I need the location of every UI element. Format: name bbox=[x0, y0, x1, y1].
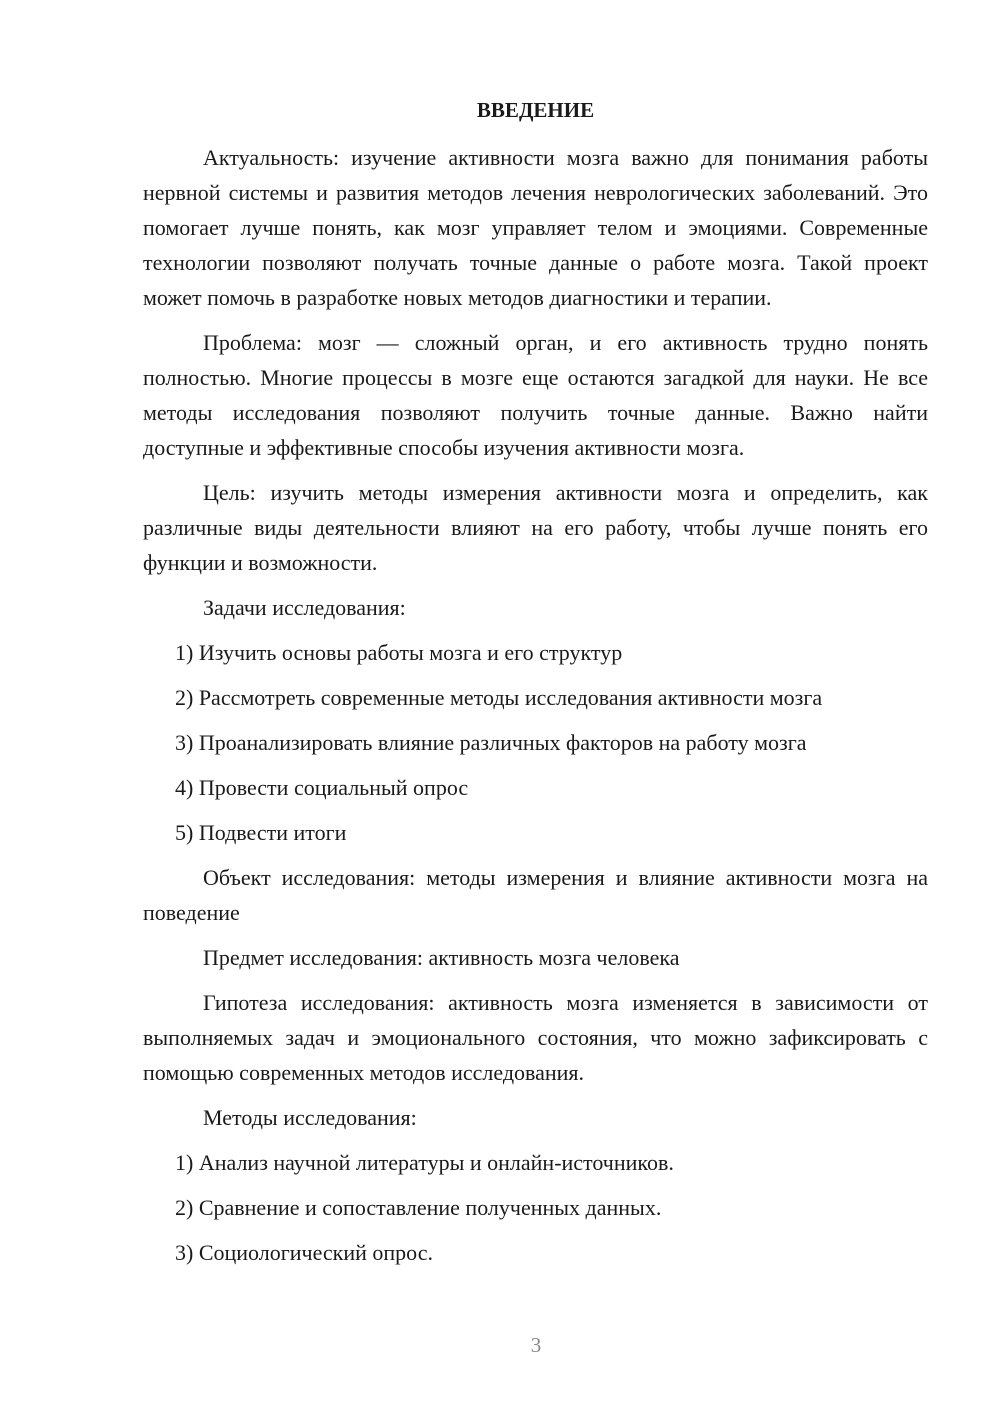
page-number: 3 bbox=[530, 1333, 542, 1357]
method-item: 3) Социологический опрос. bbox=[175, 1240, 433, 1265]
hypothesis-paragraph: Гипотеза исследования: активность мозга изменяется в зависимости от выполняемых задач и эмоционального состояния, что можно зафиксировать с помощью современных методов исследования. bbox=[143, 990, 928, 1085]
goal-paragraph: Цель: изучить методы измерения активности мозга и определить, как различные виды деятельности влияют на его работу, чтобы лучше понять его функции и возможности. bbox=[143, 480, 928, 575]
task-item: 4) Провести социальный опрос bbox=[175, 775, 469, 800]
section-heading: ВВЕДЕНИЕ bbox=[476, 98, 595, 122]
task-item: 1) Изучить основы работы мозга и его структур bbox=[175, 640, 623, 665]
task-item: 5) Подвести итоги bbox=[175, 820, 347, 845]
methods-label: Методы исследования: bbox=[203, 1105, 417, 1130]
problem-paragraph: Проблема: мозг — сложный орган, и его активность трудно понять полностью. Многие процессы в мозге еще остаются загадкой для науки. Не все методы исследования позволяют получить точные данные. Важно найти доступные и эффективные способы изучения активности мозга. bbox=[143, 330, 928, 460]
tasks-label: Задачи исследования: bbox=[203, 595, 406, 620]
relevance-paragraph: Актуальность: изучение активности мозга важно для понимания работы нервной системы и развития методов лечения неврологических заболеваний. Это помогает лучше понять, как мозг управляет телом и эмоциями. Современные технологии позволяют получать точные данные о работе мозга. Такой проект может помочь в разработке новых методов диагностики и терапии. bbox=[143, 145, 928, 310]
method-item: 2) Сравнение и сопоставление полученных данных. bbox=[175, 1195, 662, 1220]
task-item: 2) Рассмотреть современные методы исследования активности мозга bbox=[175, 685, 823, 710]
method-item: 1) Анализ научной литературы и онлайн-источников. bbox=[175, 1150, 674, 1175]
task-item: 3) Проанализировать влияние различных факторов на работу мозга bbox=[175, 730, 807, 755]
subject-paragraph: Предмет исследования: активность мозга человека bbox=[203, 945, 680, 970]
object-paragraph: Объект исследования: методы измерения и влияние активности мозга на поведение bbox=[143, 865, 928, 925]
page-content bbox=[143, 96, 928, 1270]
